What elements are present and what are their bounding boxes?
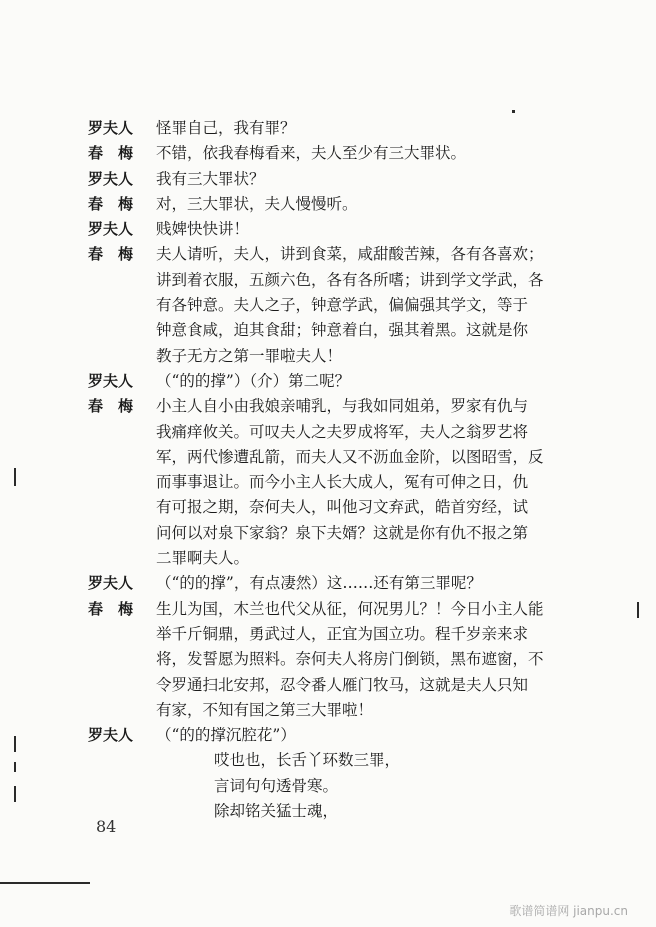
watermark: 歌谱简谱网 jianpu.cn — [509, 904, 628, 918]
dialogue-text: 贱婢快快讲！ — [156, 220, 250, 239]
dialogue-line — [88, 344, 568, 369]
speaker-name: 罗夫人 — [88, 371, 134, 390]
dialogue-line — [88, 217, 568, 242]
speaker-name: 罗夫人 — [88, 119, 134, 137]
dialogue-line — [88, 318, 568, 343]
dialogue-text: 怪罪自己，我有罪？ — [156, 119, 296, 137]
dialogue-line — [88, 116, 568, 141]
dialogue-line — [88, 167, 568, 192]
verse-text: 言词句句透骨寒。 — [214, 776, 339, 795]
dialogue-text: 对，三大罪状，夫人慢慢听。 — [156, 194, 358, 213]
dialogue-text: （“的的撑沉腔花”） — [156, 726, 296, 745]
dialogue-text: 不错，依我春梅看来，夫人至少有三大罪状。 — [156, 144, 467, 163]
dialogue-line — [88, 495, 568, 520]
dialogue-text: 夫人请听，夫人，讲到食菜，咸甜酸苦辣，各有各喜欢； — [156, 245, 544, 264]
dialogue-line — [88, 369, 568, 394]
speaker-name: 春 梅 — [88, 194, 134, 213]
dialogue-text: 有家，不知有国之第三大罪啦！ — [156, 700, 374, 719]
speaker-name: 罗夫人 — [88, 169, 134, 188]
dialogue-text: 教子无方之第一罪啦夫人！ — [156, 346, 343, 365]
speaker-name: 罗夫人 — [88, 574, 134, 593]
scan-mark — [14, 762, 16, 772]
dialogue-text: 有可报之期，奈何夫人，叫他习文弃武，皓首穷经，试 — [156, 498, 529, 517]
dialogue-line — [88, 723, 568, 748]
dialogue-line — [88, 622, 568, 647]
scan-mark — [14, 468, 16, 486]
dialogue-text: （“的的撑”）（介）第二呢？ — [156, 371, 351, 390]
dialogue-text: 钟意食咸，迫其食甜；钟意着白，强其着黑。这就是你 — [156, 321, 529, 340]
dialogue-text: 令罗通扫北安邦，忍令番人雁门牧马，这就是夫人只知 — [156, 675, 529, 694]
dialogue-text: 讲到着衣服，五颜六色，各有各所嗜；讲到学文学武，各 — [156, 270, 544, 289]
page-number: 84 — [96, 817, 117, 836]
dialogue-text: 生儿为国，木兰也代父从征，何况男儿？！今日小主人能 — [156, 599, 544, 618]
dialogue-text: （“的的撑”，有点凄然）这……还有第三罪呢？ — [156, 574, 482, 593]
verse-line — [88, 748, 568, 773]
dialogue-line — [88, 647, 568, 672]
speaker-name: 罗夫人 — [88, 220, 134, 239]
dialogue-line — [88, 546, 568, 571]
dialogue-line — [88, 698, 568, 723]
dialogue-line — [88, 470, 568, 495]
dialogue-line — [88, 293, 568, 318]
dialogue-line — [88, 268, 568, 293]
dialogue-line — [88, 521, 568, 546]
scan-mark — [512, 110, 515, 113]
dialogue-text: 我有三大罪状？ — [156, 169, 265, 188]
dialogue-text: 小主人自小由我娘亲哺乳，与我如同姐弟，罗家有仇与 — [156, 397, 529, 416]
verse-line — [88, 774, 568, 799]
dialogue-text: 将，发誓愿为照料。奈何夫人将房门倒锁，黑布遮窗，不 — [156, 650, 544, 669]
dialogue-text: 有各钟意。夫人之子，钟意学武，偏偏强其学文，等于 — [156, 296, 529, 315]
dialogue-text: 举千斤铜鼎，勇武过人，正宜为国立功。程千岁亲来求 — [156, 624, 529, 643]
speaker-name: 春 梅 — [88, 144, 134, 163]
script-body — [88, 116, 568, 824]
dialogue-text: 而事事退让。而今小主人长大成人，冤有可伸之日，仇 — [156, 473, 529, 492]
scan-mark — [0, 882, 90, 884]
dialogue-line — [88, 597, 568, 622]
dialogue-text: 我痛痒攸关。可叹夫人之夫罗成将军，夫人之翁罗艺将 — [156, 422, 529, 441]
scan-mark — [14, 786, 16, 802]
dialogue-line — [88, 445, 568, 470]
speaker-name: 春 梅 — [88, 599, 134, 618]
dialogue-text: 军，两代惨遭乱箭，而夫人又不沥血金阶，以图昭雪，反 — [156, 447, 544, 466]
dialogue-line — [88, 141, 568, 166]
speaker-name: 春 梅 — [88, 397, 134, 416]
dialogue-line — [88, 192, 568, 217]
scan-mark — [637, 602, 639, 618]
dialogue-text: 问何以对泉下家翁？泉下夫婿？这就是你有仇不报之第 — [156, 523, 529, 542]
verse-line — [88, 799, 568, 824]
dialogue-text: 二罪啊夫人。 — [156, 549, 250, 568]
speaker-name: 春 梅 — [88, 245, 134, 264]
dialogue-line — [88, 394, 568, 419]
dialogue-line — [88, 242, 568, 267]
speaker-name: 罗夫人 — [88, 726, 134, 745]
dialogue-line — [88, 571, 568, 596]
dialogue-line — [88, 673, 568, 698]
verse-text: 哎也也，长舌丫环数三罪， — [214, 751, 401, 770]
verse-text: 除却铭关猛士魂， — [214, 802, 339, 821]
scan-mark — [14, 736, 16, 752]
dialogue-line — [88, 420, 568, 445]
